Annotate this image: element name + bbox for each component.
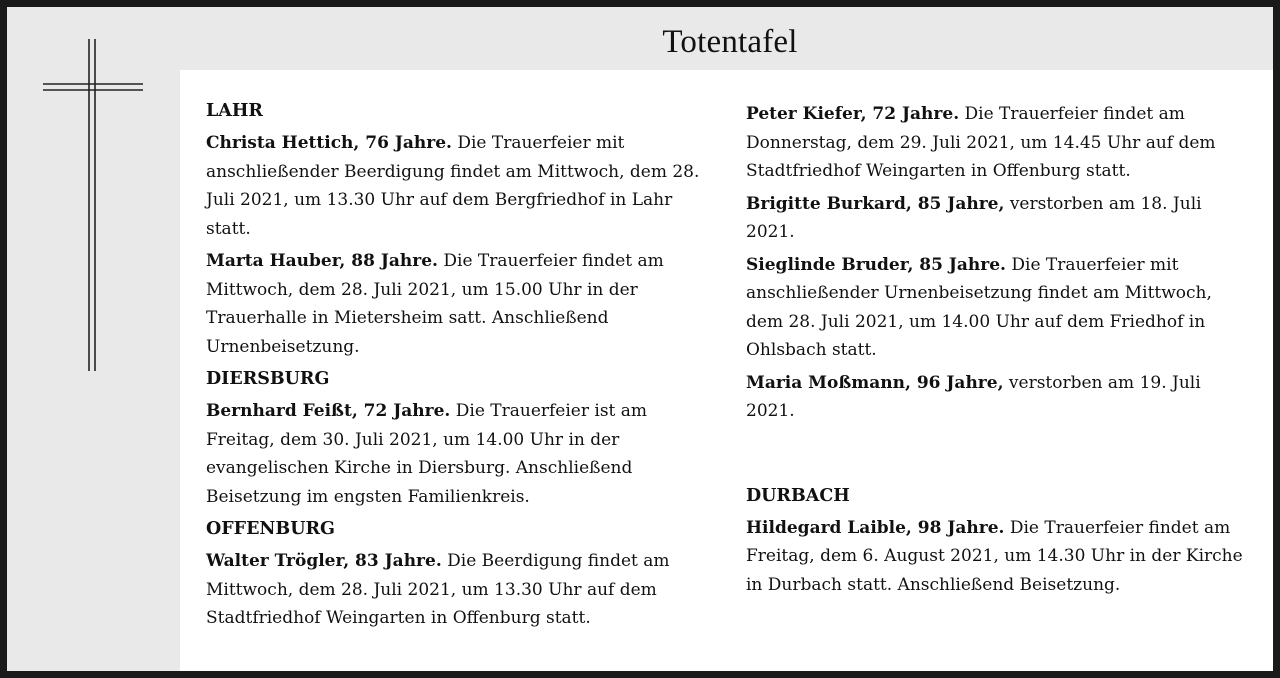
deceased-name: Peter Kiefer, 72 Jahre. [746, 104, 960, 124]
obituary-entry [746, 190, 1251, 247]
deceased-name: Walter Trögler, 83 Jahre. [206, 551, 442, 571]
obituary-panel [180, 70, 1273, 671]
page-title: Totentafel [662, 23, 798, 60]
entry-text: verstorben am 18. Juli 2021. [746, 193, 1202, 242]
deceased-name: Hildegard Laible, 98 Jahre. [746, 517, 1005, 538]
entry-text: Die Trauerfeier findet am Donnerstag, dem 29. Juli 2021, um 14.45 Uhr auf dem Stadtfriedhof Weingarten in Offenburg statt. [746, 104, 1216, 181]
entry-text: Die Trauerfeier findet am Mittwoch, dem 28. Juli 2021, um 15.00 Uhr in der Trauerhalle in Mietersheim satt. Anschließend Urnenbeisetzung. [206, 251, 664, 357]
deceased-name: Sieglinde Bruder, 85 Jahre. [746, 254, 1006, 275]
obituary-entry [746, 369, 1251, 426]
entry-text: Die Trauerfeier mit anschließender Beerdigung findet am Mittwoch, dem 28. Juli 2021, um 13.30 Uhr auf dem Bergfriedhof in Lahr statt. [206, 133, 700, 239]
obituary-entry [206, 247, 706, 361]
entry-text: Die Trauerfeier mit anschließender Urnenbeisetzung findet am Mittwoch, dem 28. Juli 2021, um 14.00 Uhr auf dem Friedhof in Ohlsbach statt. [746, 254, 1212, 360]
deceased-name: Maria Moßmann, 96 Jahre, [746, 372, 1004, 393]
deceased-name: Marta Hauber, 88 Jahre. [206, 251, 438, 271]
entry-text: Die Trauerfeier ist am Freitag, dem 30. Juli 2021, um 14.00 Uhr in der evangelischen Kirche in Diersburg. Anschließend Beisetzung im engsten Familienkreis. [206, 401, 648, 507]
left-column [206, 97, 706, 633]
deceased-name: Bernhard Feißt, 72 Jahre. [206, 401, 451, 421]
deceased-name: Brigitte Burkard, 85 Jahre, [746, 193, 1005, 214]
obituary-entry [746, 251, 1251, 365]
cross-icon [43, 39, 143, 371]
obituary-board [7, 7, 1273, 671]
place-heading: DURBACH [746, 485, 850, 506]
place-heading: OFFENBURG [206, 519, 335, 539]
place-heading: LAHR [206, 101, 263, 121]
deceased-name: Christa Hettich, 76 Jahre. [206, 133, 452, 153]
place-heading: DIERSBURG [206, 369, 330, 389]
entry-text: verstorben am 19. Juli 2021. [746, 372, 1201, 421]
obituary-entry [206, 129, 706, 243]
obituary-entry [206, 397, 706, 511]
right-column [746, 100, 1251, 599]
entry-text: Die Beerdigung findet am Mittwoch, dem 28. Juli 2021, um 13.30 Uhr auf dem Stadtfriedhof Weingarten in Offenburg statt. [206, 551, 670, 628]
obituary-entry [746, 100, 1251, 186]
spacer [746, 426, 1251, 482]
obituary-entry [206, 547, 706, 633]
entry-text: Die Trauerfeier findet am Freitag, dem 6. August 2021, um 14.30 Uhr in der Kirche in Durbach statt. Anschließend Beisetzung. [746, 517, 1243, 595]
obituary-entry [746, 514, 1251, 600]
